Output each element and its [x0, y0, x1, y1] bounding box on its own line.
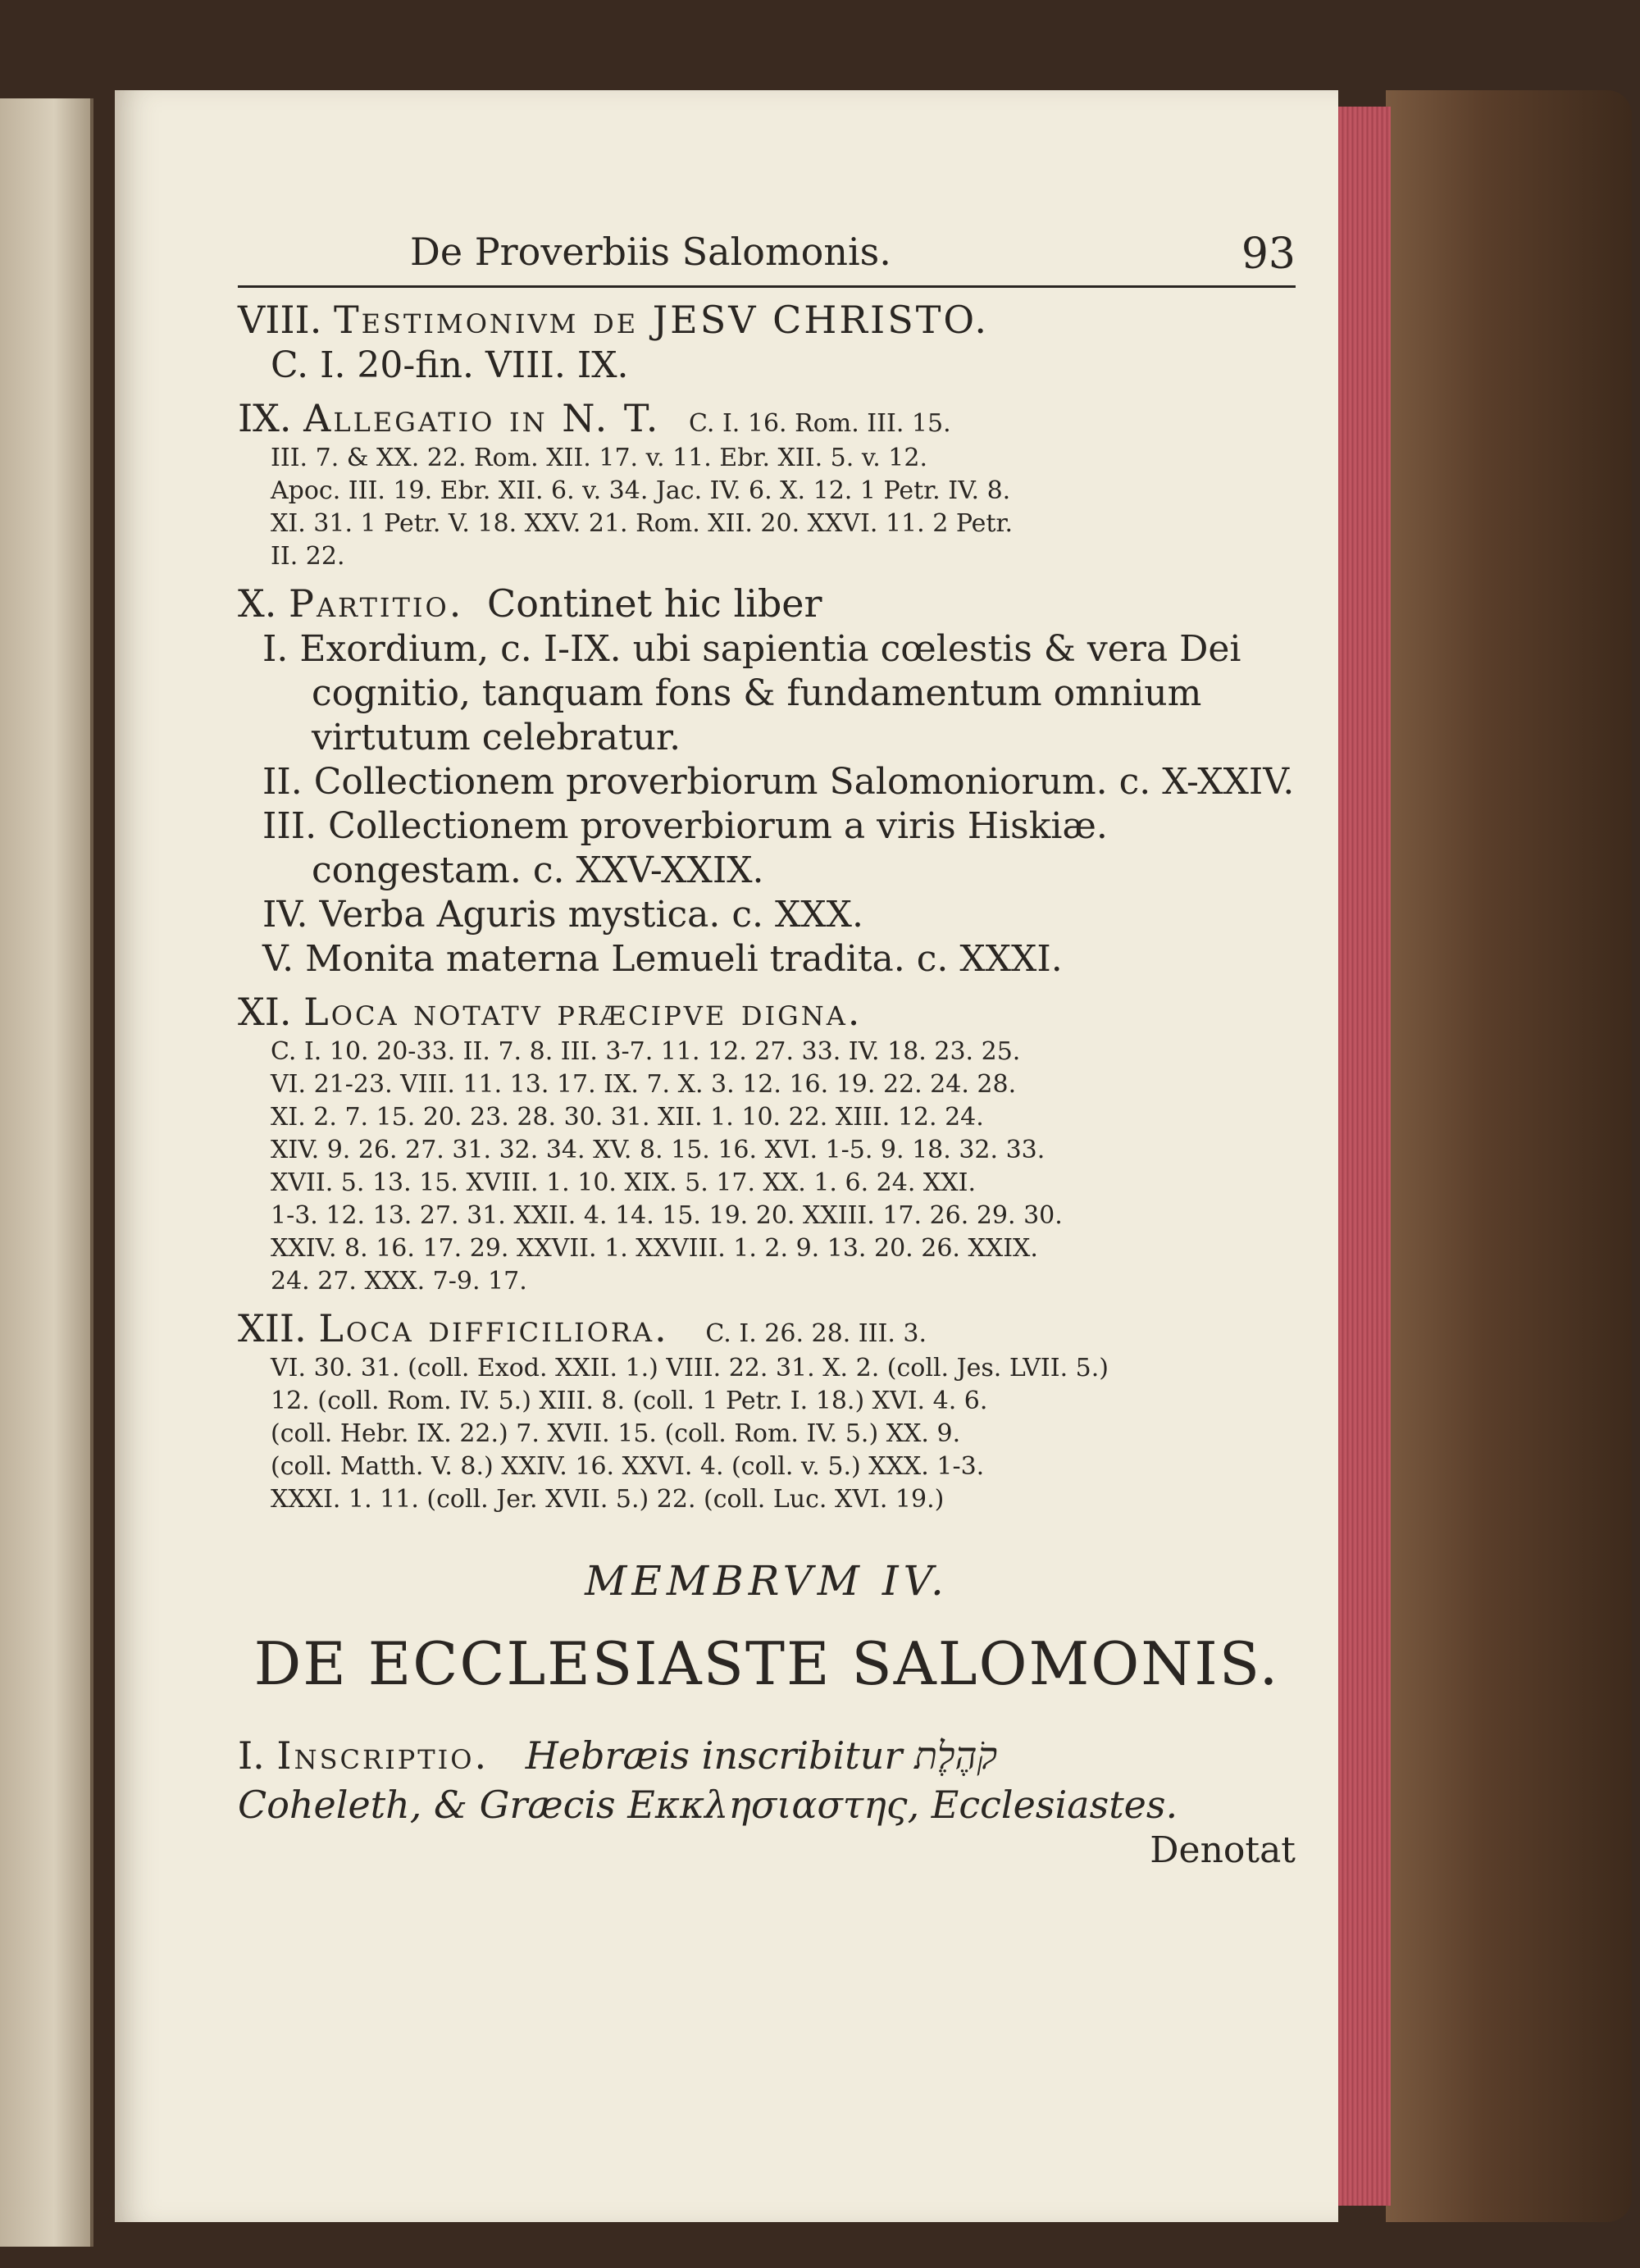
item-num: III.	[262, 805, 317, 847]
ref-line: III. 7. & XX. 22. Rom. XII. 17. v. 11. Ebr. XII. 5. v. 12.	[271, 444, 927, 472]
ref-line: (coll. Hebr. IX. 22.) 7. XVII. 15. (coll. Rom. IV. 5.) XX. 9.	[271, 1419, 961, 1448]
left-page-edge	[0, 98, 93, 2247]
section-heading: Inscriptio.	[276, 1733, 490, 1778]
catchword: Denotat	[1150, 1829, 1296, 1871]
item-num: II.	[262, 761, 303, 803]
section-heading: Partitio.	[289, 581, 464, 626]
section-ix	[238, 394, 1296, 573]
section-numeral: I.	[238, 1733, 265, 1778]
section-numeral: IX.	[238, 396, 292, 440]
running-head	[238, 230, 1296, 288]
section-numeral: VIII.	[238, 298, 322, 342]
ref-line: VI. 21-23. VIII. 11. 13. 17. IX. 7. X. 3. 12. 16. 19. 22. 24. 28.	[271, 1070, 1017, 1099]
item-text: Exordium, c. I-IX. ubi sapientia cœlestis & vera Dei cognitio, tanquam fons & fundamentum omnium virtutum celebratur.	[299, 628, 1241, 758]
section-heading: Loca difficiliora.	[318, 1306, 669, 1350]
running-title: De Proverbiis Salomonis.	[410, 230, 891, 274]
ref-line: VI. 30. 31. (coll. Exod. XXII. 1.) VIII. 22. 31. X. 2. (coll. Jes. LVII. 5.)	[271, 1354, 1109, 1382]
page-content	[238, 230, 1296, 1871]
ref-line: Apoc. III. 19. Ebr. XII. 6. v. 34. Jac. IV. 6. X. 12. 1 Petr. IV. 8.	[271, 476, 1011, 505]
ref-line: 24. 27. XXX. 7-9. 17.	[271, 1267, 527, 1296]
ref-line: XI. 2. 7. 15. 20. 23. 28. 30. 31. XII. 1. 10. 22. XIII. 12. 24.	[271, 1103, 984, 1132]
section-heading: Loca notatv præcipve digna.	[303, 990, 863, 1034]
item-num: I.	[262, 628, 289, 670]
section-heading: Allegatio in N. T.	[303, 396, 661, 440]
ref-line: C. I. 26. 28. III. 3.	[705, 1319, 927, 1348]
ref-line: C. I. 10. 20-33. II. 7. 8. III. 3-7. 11. 12. 27. 33. IV. 18. 23. 25.	[271, 1037, 1021, 1066]
item-text: Collectionem proverbiorum Salomoniorum. c. X-XXIV.	[313, 761, 1295, 803]
ref-line: XI. 31. 1 Petr. V. 18. XXV. 21. Rom. XII. 20. XXVI. 11. 2 Petr.	[271, 509, 1014, 538]
membrum-heading: MEMBRVM IV.	[585, 1557, 949, 1605]
inscriptio-text-2: Coheleth, & Græcis Εκκλησιαστης, Ecclesiastes.	[238, 1783, 1178, 1827]
ref-line: C. I. 16. Rom. III. 15.	[689, 409, 951, 438]
section-xii	[238, 1305, 1296, 1516]
ref-line: XXIV. 8. 16. 17. 29. XXVII. 1. XXVIII. 1. 2. 9. 13. 20. 26. XXIX.	[271, 1234, 1038, 1263]
inscriptio-text: Hebræis inscribitur קֹהֶלֶת	[525, 1733, 998, 1778]
ref-line: XVII. 5. 13. 15. XVIII. 1. 10. XIX. 5. 17. XX. 1. 6. 24. XXI.	[271, 1168, 976, 1197]
inscriptio	[238, 1731, 1296, 1829]
section-heading: Testimonivm de JESV CHRISTO.	[333, 298, 990, 342]
section-x	[238, 580, 1296, 981]
ref-line: 12. (coll. Rom. IV. 5.) XIII. 8. (coll. 1 Petr. I. 18.) XVI. 4. 6.	[271, 1387, 988, 1415]
ref-line: XXXI. 1. 11. (coll. Jer. XVII. 5.) 22. (coll. Luc. XVI. 19.)	[271, 1485, 945, 1514]
item-num: V.	[262, 938, 294, 980]
item-num: IV.	[262, 894, 308, 936]
book-page	[115, 90, 1338, 2222]
section-viii	[238, 296, 1296, 388]
section-intro: Continet hic liber	[487, 581, 822, 626]
ref-line: II. 22.	[271, 542, 345, 571]
section-numeral: XI.	[238, 990, 292, 1034]
item-text: Collectionem proverbiorum a viris Hiskiæ. congestam. c. XXV-XXIX.	[312, 805, 1108, 891]
section-text: C. I. 20-fin. VIII. IX.	[271, 344, 629, 386]
section-xi	[238, 988, 1296, 1298]
main-heading: DE ECCLESIASTE SALOMONIS.	[253, 1629, 1280, 1698]
section-numeral: XII.	[238, 1306, 307, 1350]
ref-line: 1-3. 12. 13. 27. 31. XXII. 4. 14. 15. 19. 20. XXIII. 17. 26. 29. 30.	[271, 1201, 1063, 1230]
section-numeral: X.	[238, 581, 277, 626]
page-number: 93	[1241, 230, 1296, 279]
ref-line: (coll. Matth. V. 8.) XXIV. 16. XXVI. 4. (coll. v. 5.) XXX. 1-3.	[271, 1452, 985, 1481]
page-edges	[1338, 107, 1391, 2206]
item-text: Verba Aguris mystica. c. XXX.	[319, 894, 863, 936]
ref-line: XIV. 9. 26. 27. 31. 32. 34. XV. 8. 15. 16. XVI. 1-5. 9. 18. 32. 33.	[271, 1136, 1046, 1164]
book-cover	[1386, 90, 1632, 2222]
item-text: Monita materna Lemueli tradita. c. XXXI.	[305, 938, 1063, 980]
